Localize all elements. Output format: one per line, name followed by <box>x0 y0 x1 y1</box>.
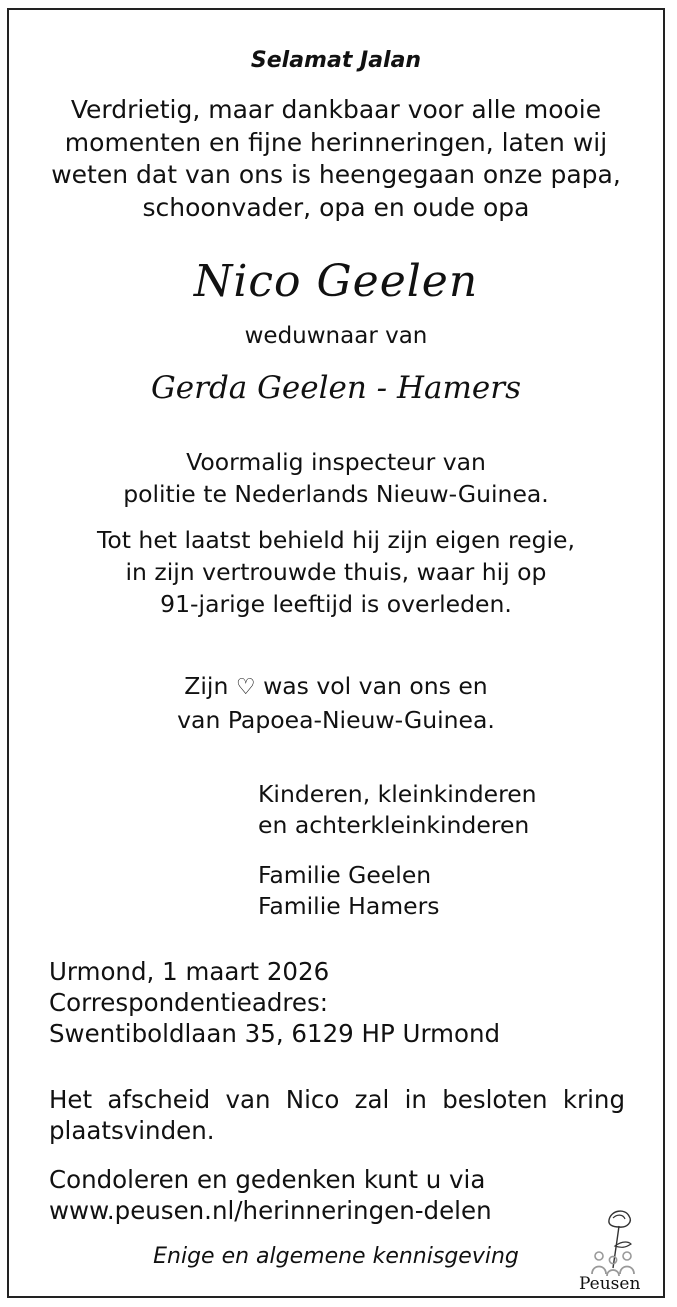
closing-notice: Enige en algemene kennisgeving <box>153 1244 519 1269</box>
widower-label: weduwnaar van <box>244 323 428 349</box>
peusen-logo <box>575 1206 655 1296</box>
logo-text: Peusen <box>579 1274 641 1294</box>
condolence-link: www.peusen.nl/herinneringen-delen <box>49 1196 492 1225</box>
intro-line: momenten en fijne herinneringen, laten wij <box>64 127 608 157</box>
farewell-text <box>49 1084 625 1146</box>
final-days-line: Tot het laatst behield hij zijn eigen regie, <box>97 526 575 554</box>
condolence-text <box>49 1164 625 1226</box>
intro-line: Verdrietig, maar dankbaar voor alle mooie <box>70 95 602 124</box>
intro-line: schoonvader, opa en oude opa <box>142 192 530 222</box>
family-line: Familie Geelen <box>258 861 432 889</box>
condolence-line: Condoleren en gedenken kunt u via <box>49 1165 486 1194</box>
final-days-text <box>9 524 663 620</box>
heart-line-2: van Papoea-Nieuw-Guinea. <box>177 706 495 734</box>
death-notice-card <box>7 8 665 1298</box>
heart-line <box>9 670 663 704</box>
spouse-name: Gerda Geelen - Hamers <box>151 370 521 406</box>
family-line: Familie Hamers <box>258 892 440 920</box>
relatives-line: en achterkleinkinderen <box>258 811 530 839</box>
deceased-name: Nico Geelen <box>193 256 479 307</box>
heart-line-after: was vol van ons en <box>263 672 488 700</box>
correspondence-label: Correspondentieadres: <box>49 988 329 1017</box>
families-group <box>258 860 440 922</box>
address-block <box>49 956 625 1049</box>
heart-line-before: Zijn <box>184 672 229 700</box>
notice-heading: Selamat Jalan <box>250 48 422 73</box>
final-days-line: in zijn vertrouwde thuis, waar hij op <box>125 558 547 586</box>
farewell-line: Het afscheid van Nico zal in besloten kring <box>49 1085 625 1114</box>
intro-text <box>9 94 663 224</box>
relatives-line: Kinderen, kleinkinderen <box>258 780 537 808</box>
relatives-group <box>258 779 537 841</box>
farewell-line: plaatsvinden. <box>49 1116 215 1145</box>
career-line: Voormalig inspecteur van <box>186 448 486 476</box>
address: Swentiboldlaan 35, 6129 HP Urmond <box>49 1019 501 1048</box>
career-line: politie te Nederlands Nieuw-Guinea. <box>123 480 549 508</box>
career-text <box>9 446 663 510</box>
final-days-line: 91-jarige leeftijd is overleden. <box>160 590 512 618</box>
heart-icon: ♡ <box>235 675 256 700</box>
heart-text <box>9 670 663 736</box>
place-date: Urmond, 1 maart 2026 <box>49 957 330 986</box>
intro-line: weten dat van ons is heengegaan onze papa, <box>51 160 621 189</box>
